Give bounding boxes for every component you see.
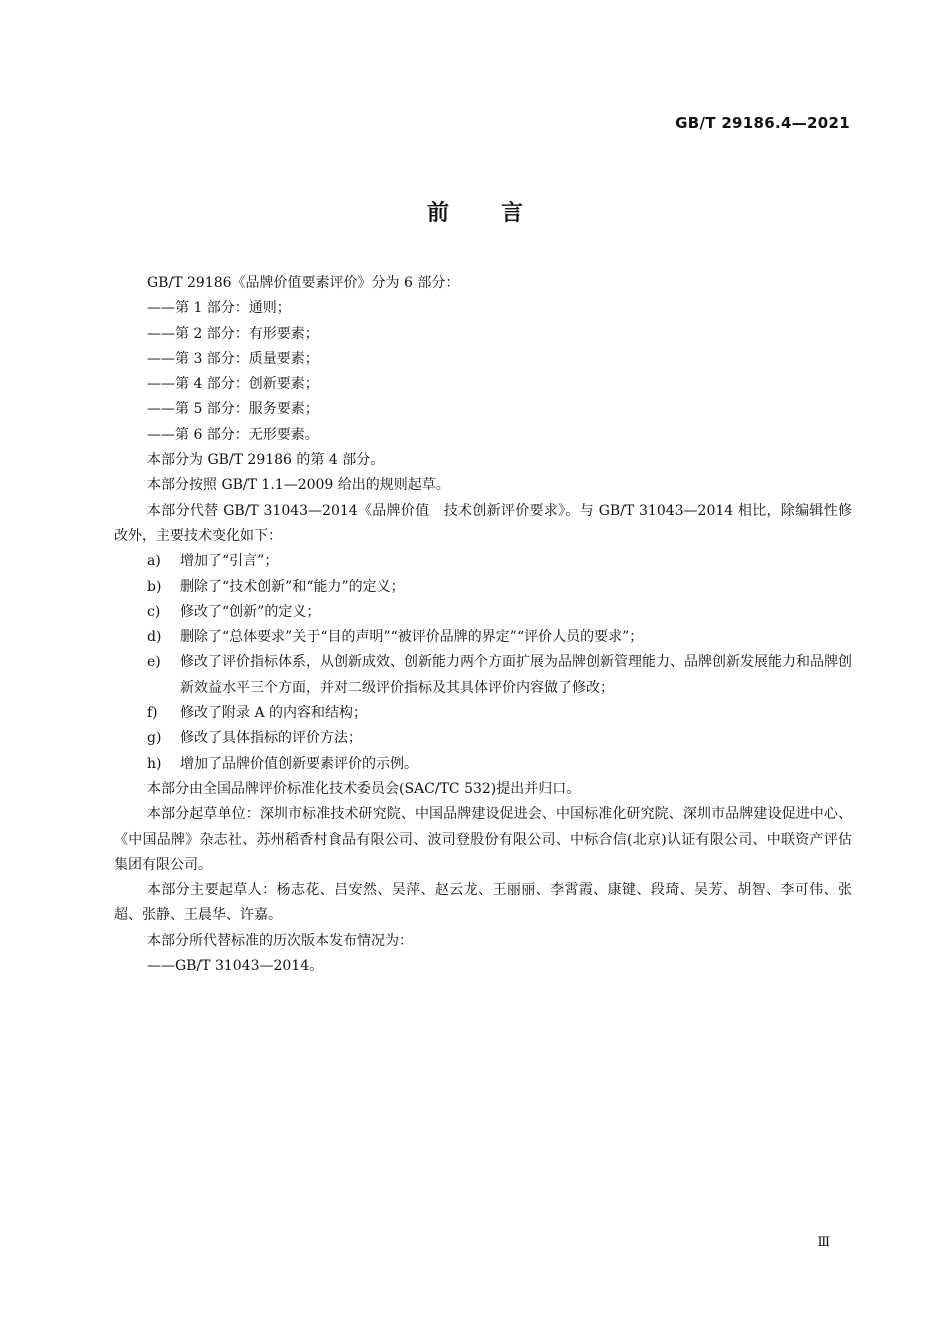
part-statement: 本部分为 GB/T 29186 的第 4 部分。 — [147, 452, 385, 469]
change-marker: a) — [147, 553, 161, 570]
part-item: ——第 1 部分：通则； — [147, 300, 291, 317]
replacement-statement: 本部分代替 GB/T 31043—2014《品牌价值 技术创新评价要求》。与 GB/T 31043—2014 相比，除编辑性修改外，主要技术变化如下： — [114, 502, 852, 544]
standard-code: GB/T 29186.4—2021 — [675, 114, 850, 132]
change-item — [114, 625, 852, 650]
change-text: 增加了“引言”； — [180, 553, 279, 570]
part-item: ——第 3 部分：质量要素； — [147, 350, 319, 367]
change-item — [114, 701, 852, 726]
history-item: ——GB/T 31043—2014。 — [147, 958, 324, 975]
change-marker: b) — [147, 578, 162, 595]
change-marker: c) — [147, 603, 161, 620]
change-item — [114, 600, 852, 625]
change-marker: e) — [147, 654, 161, 671]
change-text: 修改了“创新”的定义； — [180, 603, 321, 620]
change-item — [114, 726, 852, 751]
change-text: 修改了具体指标的评价方法； — [180, 730, 362, 747]
change-marker: g) — [147, 730, 162, 747]
page-number: Ⅲ — [817, 1235, 830, 1250]
change-item — [114, 549, 852, 574]
change-item — [114, 575, 852, 600]
page-title — [0, 196, 950, 227]
foreword-body — [114, 271, 852, 979]
title-char-2: 言 — [501, 201, 524, 226]
change-marker: h) — [147, 755, 162, 772]
part-item: ——第 2 部分：有形要素； — [147, 325, 319, 342]
change-marker: d) — [147, 629, 162, 646]
change-text: 增加了品牌价值创新要素评价的示例。 — [180, 755, 418, 772]
change-item — [114, 752, 852, 777]
title-char-1: 前 — [426, 201, 449, 226]
committee-statement: 本部分由全国品牌评价标准化技术委员会(SAC/TC 532)提出并归口。 — [147, 780, 581, 797]
change-item — [114, 650, 852, 701]
change-text: 删除了“技术创新”和“能力”的定义； — [180, 578, 405, 595]
part-item: ——第 4 部分：创新要素； — [147, 376, 319, 393]
drafters: 本部分主要起草人：杨志花、吕安然、吴萍、赵云龙、王丽丽、李霄霞、康键、段琦、吴芳、胡智、李可伟、张超、张静、王晨华、许嘉。 — [114, 882, 852, 924]
change-text: 删除了“总体要求”关于“目的声明”“被评价品牌的界定”“评价人员的要求”； — [180, 629, 644, 646]
drafting-rules: 本部分按照 GB/T 1.1—2009 给出的规则起草。 — [147, 477, 450, 494]
change-marker: f) — [147, 705, 158, 722]
intro-paragraph: GB/T 29186《品牌价值要素评价》分为 6 部分： — [147, 275, 460, 291]
drafting-units: 本部分起草单位：深圳市标准技术研究院、中国品牌建设促进会、中国标准化研究院、深圳市品牌建设促进中心、《中国品牌》杂志社、苏州稻香村食品有限公司、波司登股份有限公司、中标合信(北京)认证有限公司、中联资产评估集团有限公司。 — [114, 806, 852, 873]
part-item: ——第 6 部分：无形要素。 — [147, 426, 319, 443]
history-statement: 本部分所代替标准的历次版本发布情况为： — [147, 932, 413, 949]
part-item: ——第 5 部分：服务要素； — [147, 401, 319, 418]
change-text: 修改了附录 A 的内容和结构； — [180, 705, 368, 722]
change-text: 修改了评价指标体系，从创新成效、创新能力两个方面扩展为品牌创新管理能力、品牌创新发展能力和品牌创新效益水平三个方面，并对二级评价指标及其具体评价内容做了修改； — [180, 654, 852, 696]
